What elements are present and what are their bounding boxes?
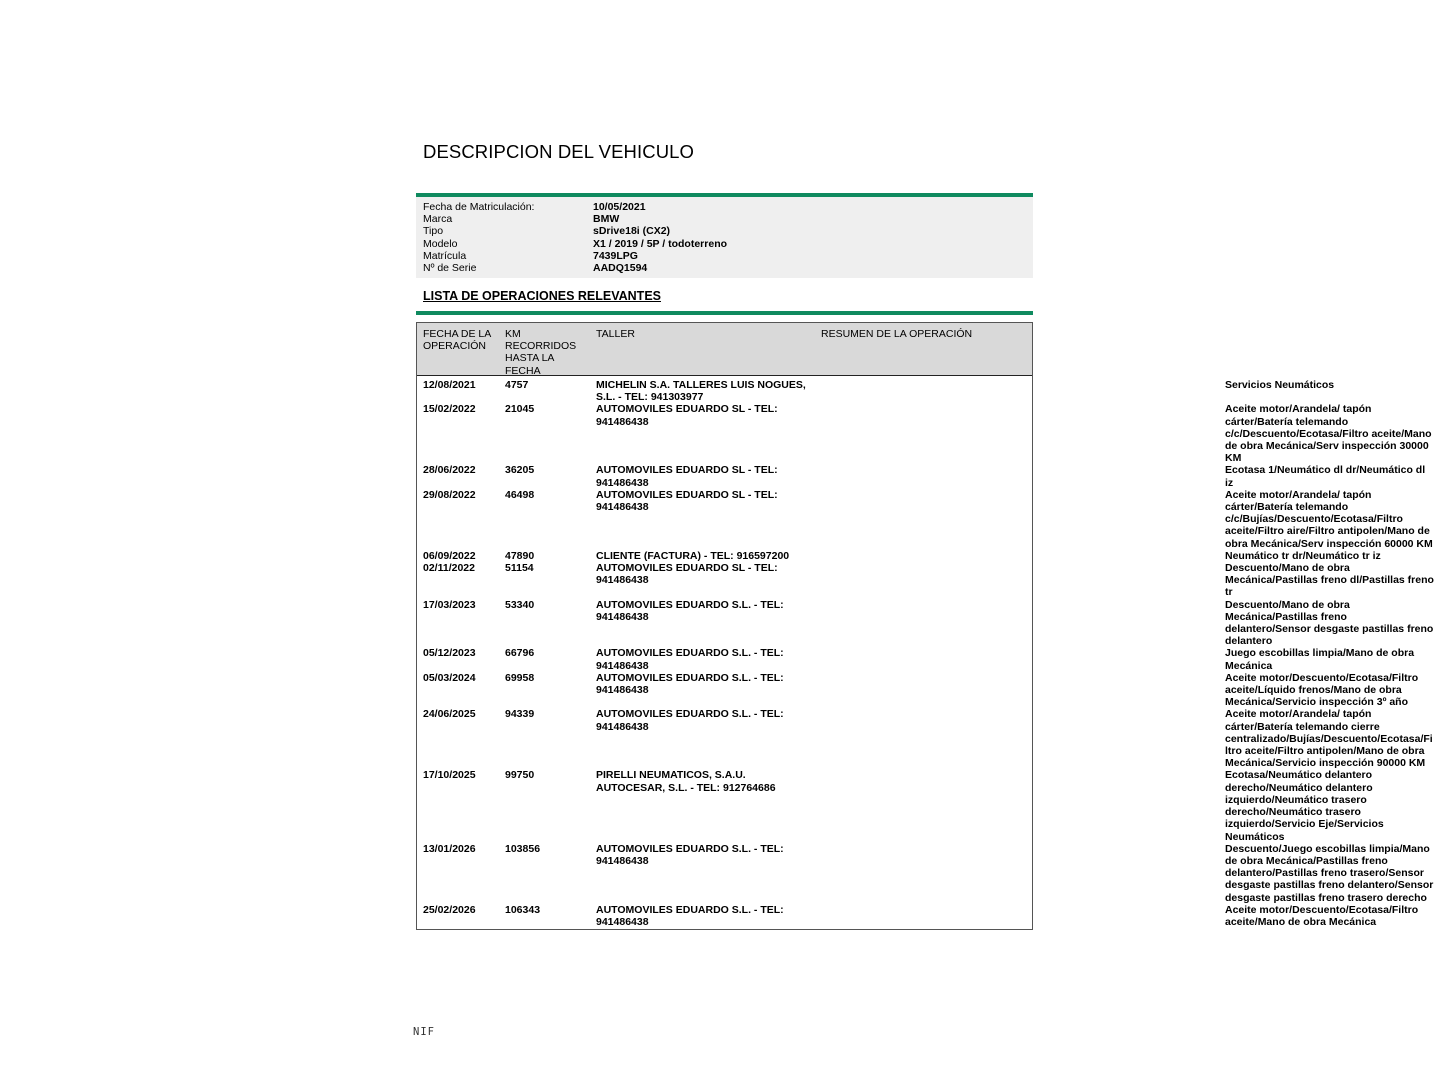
vehicle-label: Tipo [423,225,444,238]
cell-date: 24/06/2025 [423,708,476,721]
cell-date: 17/03/2023 [423,598,476,611]
section-divider [416,311,1033,315]
cell-summary: Aceite motor/Descuento/Ecotasa/Filtro aceite/Mano de obra Mecánica [1225,903,1419,928]
cell-date: 02/11/2022 [423,562,475,575]
cell-summary: Servicios Neumáticos [1225,379,1335,391]
section-title: LISTA DE OPERACIONES RELEVANTES [423,289,661,303]
table-row [417,562,1434,599]
cell-workshop: AUTOMOVILES EDUARDO S.L. - TEL: 941486438 [596,671,784,697]
cell-km: 51154 [505,562,534,575]
table-row [417,671,1419,709]
cell-summary: Ecotasa 1/Neumático dl dr/Neumático dl iz [1225,464,1426,489]
cell-km: 94339 [505,708,535,721]
header-workshop: TALLER [596,328,635,340]
cell-km: 106343 [505,903,541,916]
cell-summary: Ecotasa/Neumático delantero derecho/Neumático delantero izquierdo/Neumático trasero derecho/Neumático trasero izquierdo/Servicio Eje/Servicios Neumáticos [1225,769,1384,843]
cell-workshop: PIRELLI NEUMATICOS, S.A.U. AUTOCESAR, S.L. - TEL: 912764686 [596,769,776,794]
vehicle-value: 10/05/2021 [593,201,646,213]
cell-workshop: AUTOMOVILES EDUARDO S.L. - TEL: 941486438 [596,598,784,623]
vehicle-label: Marca [423,213,453,226]
cell-workshop: AUTOMOVILES EDUARDO S.L. - TEL: 941486438 [596,708,784,733]
cell-workshop: AUTOMOVILES EDUARDO SL - TEL: 941486438 [596,488,778,514]
cell-km: 46498 [505,488,535,501]
cell-workshop: MICHELIN S.A. TALLERES LUIS NOGUES, S.L. - TEL: 941303977 [596,379,806,404]
header-km: KM RECORRIDOS HASTA LA FECHA [505,328,577,377]
cell-workshop: AUTOMOVILES EDUARDO S.L. - TEL: 941486438 [596,842,784,867]
vehicle-value: 7439LPG [593,249,638,262]
vehicle-value: BMW [593,213,620,226]
vehicle-label: Modelo [423,237,458,250]
footer-nif: NIF [413,1026,435,1038]
cell-summary: Juego escobillas limpia/Mano de obra Mecánica [1225,647,1415,672]
cell-workshop: AUTOMOVILES EDUARDO S.L. - TEL: 941486438 [596,647,784,672]
cell-date: 29/08/2022 [423,488,476,501]
cell-workshop: AUTOMOVILES EDUARDO SL - TEL: 941486438 [596,403,778,428]
cell-km: 66796 [505,647,535,660]
table-row [417,403,1432,465]
table-row [417,769,1384,843]
cell-date: 13/01/2026 [423,842,476,855]
cell-km: 53340 [505,598,535,611]
cell-workshop: AUTOMOVILES EDUARDO SL - TEL: 941486438 [596,562,778,587]
vehicle-label: Nº de Serie [423,262,477,274]
vehicle-value: sDrive18i (CX2) [593,225,671,238]
vehicle-value: AADQ1594 [593,262,648,274]
vehicle-label: Matrícula [423,249,467,262]
cell-date: 15/02/2022 [423,403,476,416]
cell-date: 06/09/2022 [423,549,476,562]
cell-km: 4757 [505,379,529,391]
cell-summary: Descuento/Juego escobillas limpia/Mano de obra Mecánica/Pastillas freno delantero/Pastillas freno trasero/Sensor desgaste pastillas freno delantero/Sensor desgaste pastillas freno trasero derecho [1225,842,1434,904]
table-row [417,903,1419,928]
cell-date: 12/08/2021 [423,379,476,391]
table-row [417,488,1433,550]
cell-km: 99750 [505,769,535,782]
table-row [417,598,1434,648]
cell-workshop: AUTOMOVILES EDUARDO S.L. - TEL: 941486438 [596,903,784,928]
cell-km: 69958 [505,671,535,684]
table-row [417,464,1426,489]
cell-km: 47890 [505,549,535,562]
cell-date: 05/03/2024 [423,671,476,684]
page-title: DESCRIPCION DEL VEHICULO [423,141,695,162]
cell-km: 103856 [505,842,541,855]
table-body [417,376,1434,929]
cell-date: 25/02/2026 [423,903,476,916]
table-header [417,323,1032,376]
table-row [417,647,1415,672]
cell-km: 21045 [505,403,535,416]
cell-summary: Aceite motor/Arandela/ tapón cárter/Batería telemando cierre centralizado/Bujías/Descuento/Ecotasa/Filtro aceite/Filtro antipolen/Mano de obra Mecánica/Servicio inspección 90000 KM [1225,708,1433,770]
cell-summary: Descuento/Mano de obra Mecánica/Pastillas freno dl/Pastillas freno tr [1225,562,1434,599]
operations-table [416,322,1434,930]
table-row [417,379,1335,404]
cell-km: 36205 [505,464,535,477]
header-summary: RESUMEN DE LA OPERACIÓN [821,328,973,340]
cell-summary: Aceite motor/Arandela/ tapón cárter/Batería telemando c/c/Descuento/Ecotasa/Filtro aceite/Mano de obra Mecánica/Serv inspección 30000 KM [1225,403,1432,465]
vehicle-details-panel [416,197,1033,278]
table-row [417,842,1434,904]
cell-date: 17/10/2025 [423,769,476,782]
cell-date: 28/06/2022 [423,464,476,477]
table-row [417,549,1381,562]
cell-workshop: AUTOMOVILES EDUARDO SL - TEL: 941486438 [596,464,778,489]
cell-summary: Aceite motor/Descuento/Ecotasa/Filtro aceite/Líquido frenos/Mano de obra Mecánica/Servicio inspección 3º año [1225,671,1419,709]
cell-summary: Descuento/Mano de obra Mecánica/Pastillas freno delantero/Sensor desgaste pastillas freno delantero [1225,598,1434,648]
table-row [417,708,1433,770]
cell-workshop: CLIENTE (FACTURA) - TEL: 916597200 [596,549,790,562]
vehicle-label: Fecha de Matriculación: [423,201,535,213]
cell-date: 05/12/2023 [423,647,476,660]
cell-summary: Neumático tr dr/Neumático tr iz [1225,549,1381,562]
vehicle-value: X1 / 2019 / 5P / todoterreno [593,237,728,250]
cell-summary: Aceite motor/Arandela/ tapón cárter/Batería telemando c/c/Bujías/Descuento/Ecotasa/Filtro aceite/Filtro aire/Filtro antipolen/Mano de obra Mecánica/Serv inspección 60000 KM [1225,488,1433,550]
header-date: FECHA DE LA OPERACIÓN [423,328,491,353]
